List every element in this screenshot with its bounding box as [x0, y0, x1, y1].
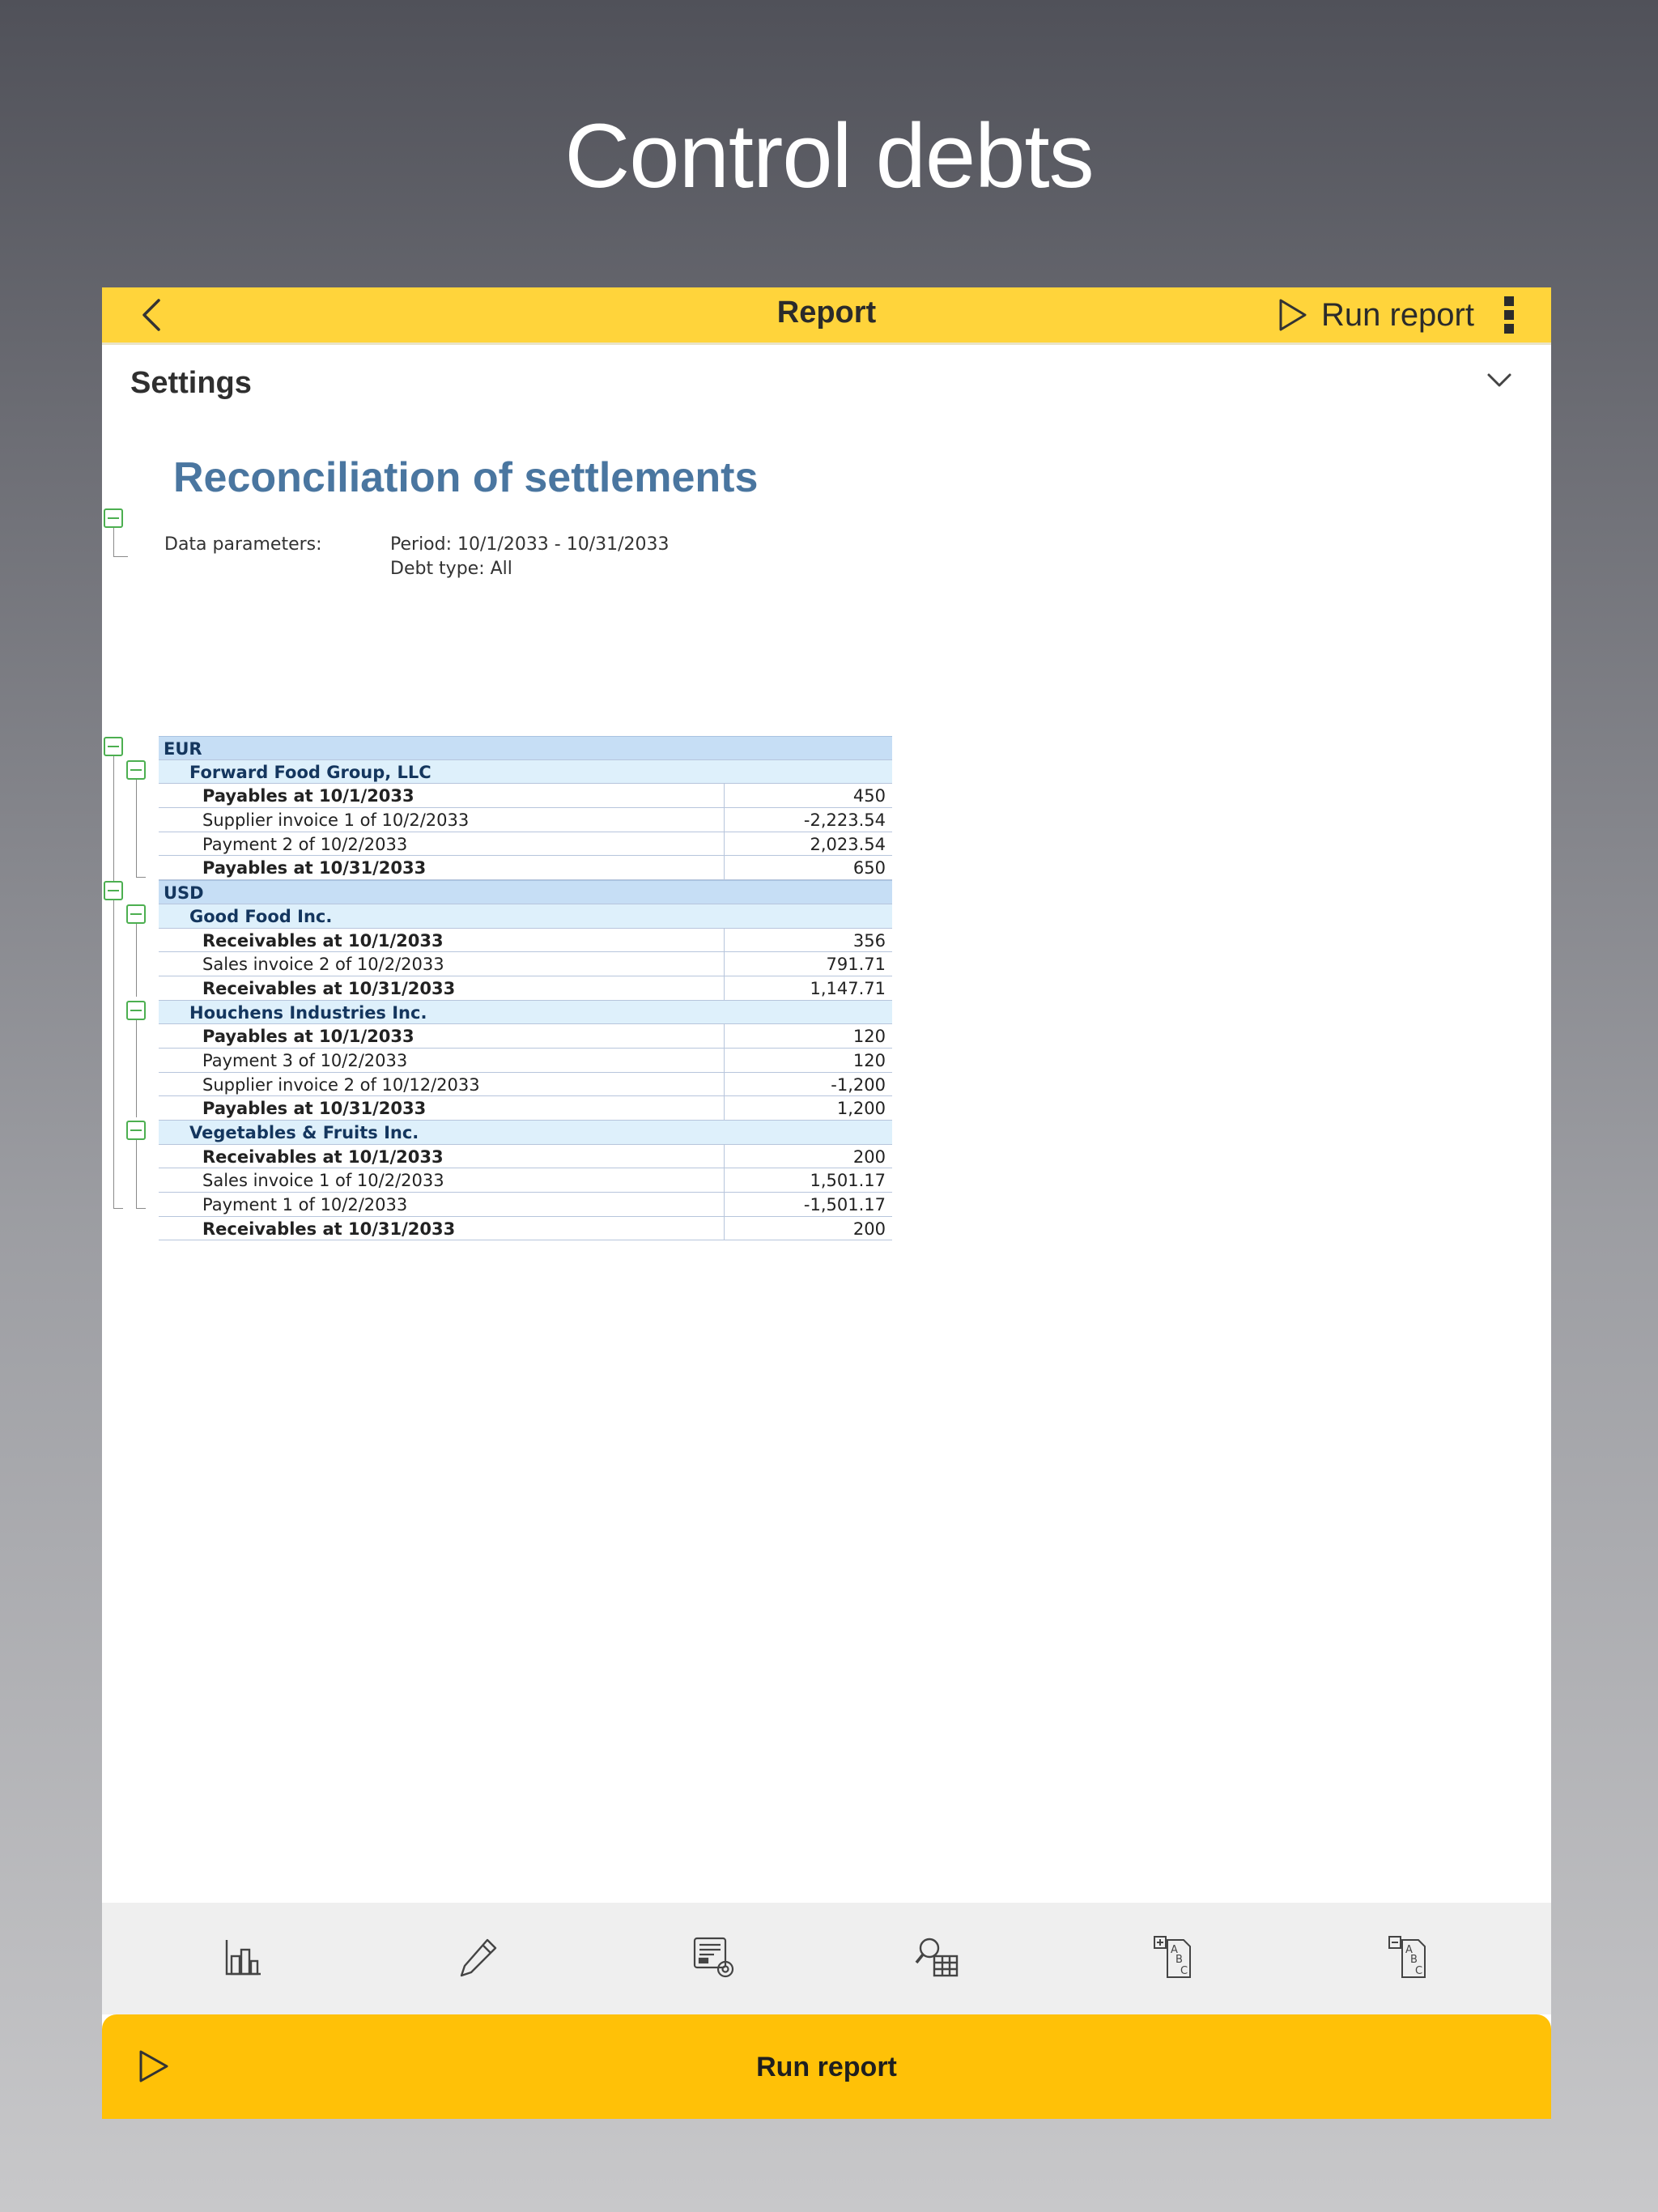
table-row [159, 1024, 892, 1049]
table-row [159, 1145, 892, 1169]
table-row [159, 1073, 892, 1097]
row-value: -1,501.17 [803, 1195, 886, 1215]
edit-button[interactable] [455, 1933, 504, 1982]
report-settings-icon [690, 1933, 738, 1982]
top-bar [102, 287, 1551, 345]
params-group-toggle[interactable] [104, 508, 123, 528]
row-label: Payment 3 of 10/2/2033 [202, 1050, 408, 1070]
counterparty-group-toggle[interactable] [126, 760, 146, 780]
row-label: Sales invoice 1 of 10/2/2033 [202, 1171, 444, 1191]
table-row [159, 1217, 892, 1241]
row-label: Receivables at 10/31/2033 [202, 1219, 456, 1239]
row-value: -2,223.54 [803, 810, 886, 831]
row-value: 356 [852, 930, 886, 951]
row-label: Receivables at 10/31/2033 [202, 978, 456, 998]
table-row [159, 1168, 892, 1193]
svg-text:C: C [1415, 1965, 1423, 1977]
debt-type-parameter: Debt type: All [390, 559, 512, 579]
page-title: Report [776, 296, 877, 330]
table-row [159, 808, 892, 832]
table-row [159, 1193, 892, 1217]
app-window [102, 287, 1551, 2119]
row-label: USD [164, 883, 204, 904]
counterparty-row [159, 760, 892, 785]
row-label: Sales invoice 2 of 10/2/2033 [202, 955, 444, 975]
row-value: 120 [852, 1027, 886, 1047]
row-value: 1,147.71 [810, 978, 886, 998]
row-value: 1,200 [836, 1099, 886, 1119]
row-label: Payables at 10/31/2033 [202, 858, 427, 878]
row-value: 200 [852, 1219, 886, 1239]
settings-panel-header[interactable] [102, 345, 1551, 424]
collapse-groups-icon [1386, 1933, 1435, 1982]
table-row [159, 1096, 892, 1121]
row-value: 2,023.54 [810, 834, 886, 854]
counterparty-group-toggle[interactable] [126, 1001, 146, 1020]
row-label: EUR [164, 739, 202, 759]
table-row [159, 1049, 892, 1073]
report-settings-button[interactable] [690, 1933, 738, 1982]
report-sheet [102, 423, 1551, 1380]
row-label: Houchens Industries Inc. [189, 1002, 427, 1023]
expand-groups-button[interactable] [1151, 1933, 1200, 1982]
row-label: Payment 2 of 10/2/2033 [202, 834, 408, 854]
data-parameters-label: Data parameters: [164, 534, 322, 555]
run-report-button[interactable] [102, 2014, 1551, 2119]
settings-label: Settings [130, 366, 252, 400]
chart-button[interactable] [219, 1933, 267, 1982]
run-report-label: Run report [756, 2052, 897, 2082]
table-row [159, 976, 892, 1001]
row-value: 650 [852, 858, 886, 878]
currency-row [159, 880, 892, 904]
chevron-down-icon [1486, 372, 1512, 389]
run-report-top-label: Run report [1321, 296, 1474, 333]
play-icon [1278, 297, 1308, 333]
row-value: -1,200 [831, 1074, 886, 1095]
svg-text:C: C [1180, 1965, 1188, 1977]
counterparty-row [159, 904, 892, 929]
more-menu-icon[interactable] [1499, 294, 1519, 339]
period-parameter: Period: 10/1/2033 - 10/31/2033 [390, 534, 670, 555]
counterparty-group-toggle[interactable] [126, 1121, 146, 1140]
svg-text:B: B [1410, 1954, 1418, 1966]
svg-text:A: A [1171, 1944, 1178, 1956]
table-row [159, 784, 892, 808]
row-label: Supplier invoice 1 of 10/2/2033 [202, 810, 470, 831]
row-label: Forward Food Group, LLC [189, 762, 432, 782]
bottom-toolbar [102, 1903, 1551, 2014]
row-value: 450 [852, 786, 886, 806]
row-value: 791.71 [826, 955, 886, 975]
counterparty-row [159, 1121, 892, 1145]
search-table-button[interactable] [913, 1933, 962, 1982]
collapse-groups-button[interactable] [1386, 1933, 1435, 1982]
row-label: Payables at 10/1/2033 [202, 786, 414, 806]
run-report-top-button[interactable] [1278, 294, 1474, 336]
table-row [159, 832, 892, 857]
row-value: 1,501.17 [810, 1171, 886, 1191]
row-label: Vegetables & Fruits Inc. [189, 1123, 419, 1142]
expand-groups-icon [1151, 1933, 1200, 1982]
currency-row [159, 736, 892, 760]
row-label: Good Food Inc. [189, 906, 333, 926]
search-table-icon [913, 1933, 962, 1982]
table-row [159, 952, 892, 976]
row-value: 200 [852, 1146, 886, 1167]
row-label: Receivables at 10/1/2033 [202, 930, 444, 951]
row-label: Payment 1 of 10/2/2033 [202, 1195, 408, 1215]
counterparty-group-toggle[interactable] [126, 904, 146, 924]
row-label: Payables at 10/31/2033 [202, 1099, 427, 1119]
row-value: 120 [852, 1050, 886, 1070]
table-row [159, 929, 892, 953]
row-label: Payables at 10/1/2033 [202, 1027, 414, 1047]
counterparty-row [159, 1001, 892, 1025]
currency-group-toggle-usd[interactable] [104, 881, 123, 900]
settlements-table [159, 736, 892, 1240]
currency-group-toggle-eur[interactable] [104, 737, 123, 756]
row-label: Receivables at 10/1/2033 [202, 1146, 444, 1167]
report-title: Reconciliation of settlements [173, 454, 759, 501]
svg-text:A: A [1405, 1944, 1413, 1956]
chart-icon [219, 1933, 267, 1982]
pencil-icon [455, 1933, 504, 1982]
svg-text:B: B [1175, 1954, 1183, 1966]
table-row [159, 856, 892, 880]
hero-title: Control debts [564, 105, 1094, 206]
row-label: Supplier invoice 2 of 10/12/2033 [202, 1074, 480, 1095]
